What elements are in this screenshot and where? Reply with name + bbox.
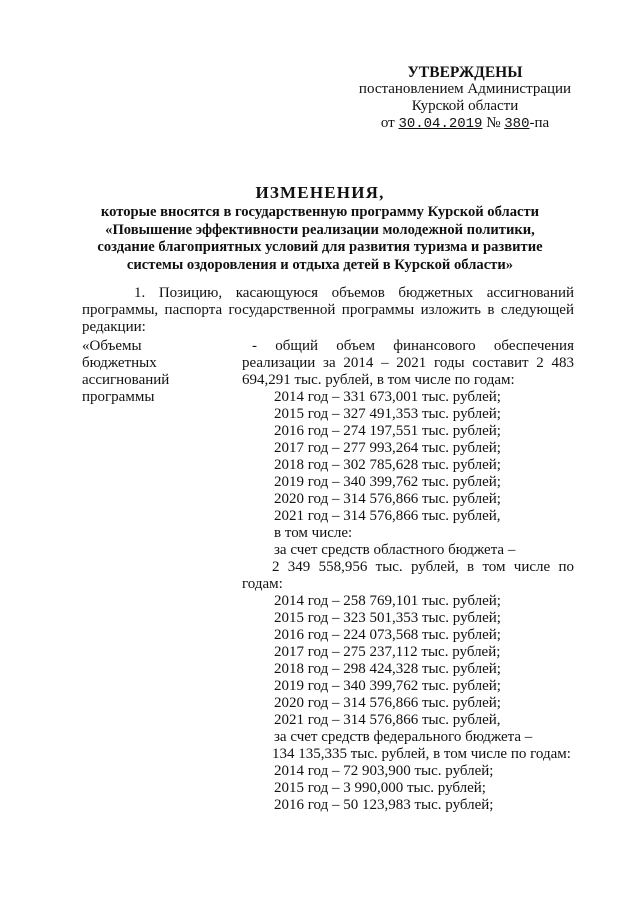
approval-date-number (330, 115, 600, 133)
regional-budget-label: за счет средств областного бюджета – (274, 542, 516, 558)
federal-budget-label: за счет средств федерального бюджета – (274, 729, 533, 745)
total-funding-text: - общий объем финансового обеспечения реализации за 2014 – 2021 годы составит 2 483 694,291 тыс. рублей, в том числе по годам: (242, 338, 574, 388)
intro-paragraph (82, 285, 574, 336)
federal-year-2014: 2014 год – 72 903,900 тыс. рублей; (274, 763, 494, 779)
title-line-4: системы оздоровления и отдыха детей в Курской области» (126, 256, 514, 273)
regional-year-2018: 2018 год – 298 424,328 тыс. рублей; (274, 661, 501, 677)
total-year-2021: 2021 год – 314 576,866 тыс. рублей, (274, 508, 501, 524)
regional-year-2015: 2015 год – 323 501,353 тыс. рублей; (274, 610, 501, 626)
title-line-1: которые вносятся в государственную программу Курской области (100, 204, 540, 220)
regional-year-2019: 2019 год – 340 399,762 тыс. рублей; (274, 678, 501, 694)
intro-text: 1. Позицию, касающуюся объемов бюджетных ассигнований программы, паспорта государственной программы изложить в следующей редакции: (82, 285, 574, 335)
total-year-2017: 2017 год – 277 993,264 тыс. рублей; (274, 440, 501, 456)
title-line-3: создание благоприятных условий для развития туризма и развитие (97, 239, 543, 255)
document-title (60, 184, 580, 274)
federal-year-2015: 2015 год – 3 990,000 тыс. рублей; (274, 780, 486, 796)
regional-year-2017: 2017 год – 275 237,112 тыс. рублей; (274, 644, 501, 660)
total-year-2014: 2014 год – 331 673,001 тыс. рублей; (274, 389, 501, 405)
approval-line-1: постановлением Администрации (358, 81, 572, 97)
regional-year-2020: 2020 год – 314 576,866 тыс. рублей; (274, 695, 501, 711)
including-label: в том числе: (274, 525, 353, 541)
funding-details (242, 338, 574, 814)
total-year-2018: 2018 год – 302 785,628 тыс. рублей; (274, 457, 501, 473)
title-line-2: «Повышение эффективности реализации молодежной политики, (105, 221, 535, 238)
total-year-2016: 2016 год – 274 197,551 тыс. рублей; (274, 423, 501, 439)
approval-stamp (330, 64, 600, 133)
approval-heading: УТВЕРЖДЕНЫ (407, 64, 523, 81)
approval-line-2: Курской области (411, 98, 519, 114)
approval-date: 30.04.2019 (398, 116, 483, 132)
regional-budget-text: 2 349 558,956 тыс. рублей, в том числе по годам: (242, 559, 574, 592)
position-label-line-4: программы (82, 389, 155, 405)
date-prefix: от (380, 115, 395, 131)
total-year-2015: 2015 год – 327 491,353 тыс. рублей; (274, 406, 501, 422)
federal-budget-text: 134 135,335 тыс. рублей, в том числе по годам: (272, 746, 571, 762)
total-year-2020: 2020 год – 314 576,866 тыс. рублей; (274, 491, 501, 507)
regional-year-2021: 2021 год – 314 576,866 тыс. рублей, (274, 712, 501, 728)
total-year-2019: 2019 год – 340 399,762 тыс. рублей; (274, 474, 501, 490)
title-main: ИЗМЕНЕНИЯ, (255, 183, 385, 202)
regional-year-2014: 2014 год – 258 769,101 тыс. рублей; (274, 593, 501, 609)
regional-year-2016: 2016 год – 224 073,568 тыс. рублей; (274, 627, 501, 643)
federal-year-2016: 2016 год – 50 123,983 тыс. рублей; (274, 797, 494, 813)
position-label-line-3: ассигнований (82, 372, 170, 388)
approval-number: 380 (504, 116, 530, 132)
number-prefix: № (486, 115, 501, 131)
position-label-line-2: бюджетных (82, 355, 157, 371)
position-label-line-1: «Объемы (82, 338, 142, 354)
position-label (82, 338, 232, 406)
number-suffix: -па (529, 115, 550, 131)
